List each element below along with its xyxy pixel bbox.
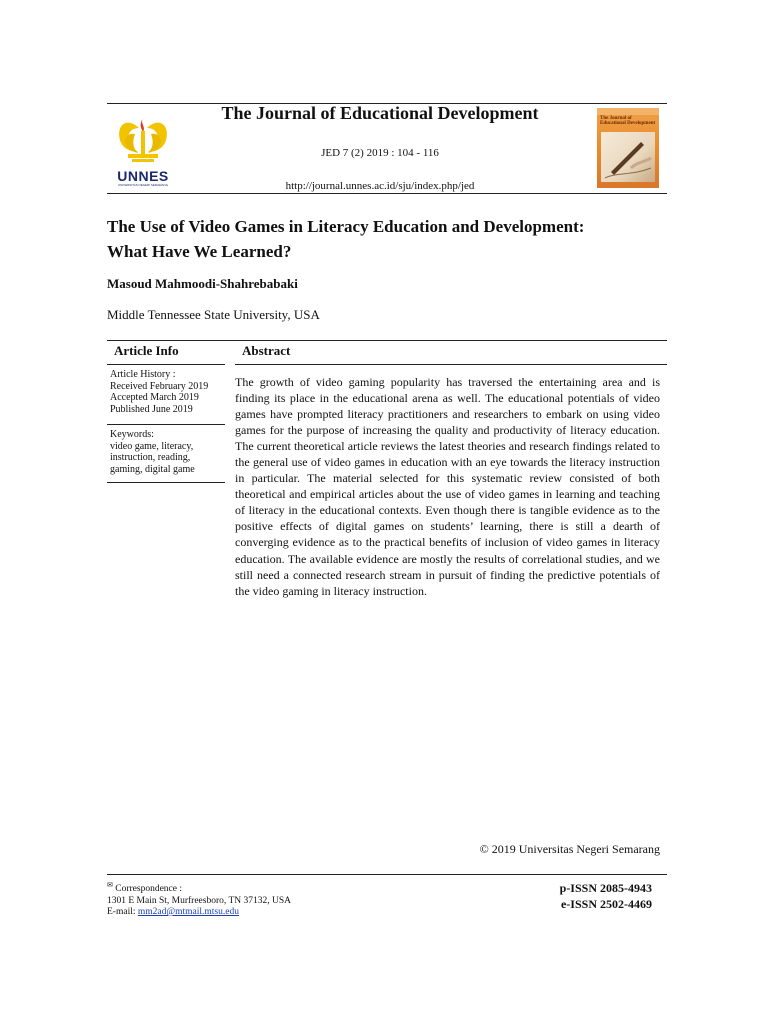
- email-link[interactable]: mm2ad@mtmail.mtsu.edu: [137, 907, 239, 918]
- info-head-rule: [107, 364, 225, 365]
- journal-cover-image: [597, 108, 659, 188]
- article-title-line-1: The Use of Video Games in Literacy Education and Development:: [107, 217, 585, 236]
- keywords-line-2: instruction, reading,: [110, 452, 191, 463]
- author-affiliation: Middle Tennessee State University, USA: [107, 307, 320, 322]
- correspondence-mark: ✉: [107, 881, 113, 889]
- copyright-notice: © 2019 Universitas Negeri Semarang: [479, 842, 660, 856]
- article-info-heading: Article Info: [114, 343, 179, 358]
- cover-title-graphic: The Journal of Educational Development: [600, 116, 656, 126]
- author-name: Masoud Mahmoodi-Shahrebabaki: [107, 276, 298, 291]
- keywords-block: [110, 429, 195, 475]
- article-title-line-2: What Have We Learned?: [107, 242, 292, 261]
- journal-issue: JED 7 (2) 2019 : 104 - 116: [321, 147, 439, 159]
- keywords-label: Keywords:: [110, 429, 154, 440]
- article-history: [110, 369, 208, 415]
- keywords-line-3: gaming, digital game: [110, 463, 195, 475]
- issn-block: [480, 880, 652, 912]
- accepted-date: Accepted March 2019: [110, 392, 199, 403]
- history-label: Article History :: [110, 369, 176, 380]
- correspondence-address: 1301 E Main St, Murfreesboro, TN 37132, USA: [107, 895, 292, 906]
- info-top-rule: [107, 340, 667, 341]
- keywords-line-1: video game, literacy,: [110, 440, 194, 452]
- footer-rule: [107, 874, 667, 875]
- cover-photo: [601, 132, 655, 182]
- logo-wordmark: UNNES: [117, 168, 169, 184]
- pen-writing-icon: [601, 132, 655, 182]
- abstract-text: The growth of video gaming popularity has traversed the entertaining area and is finding its place in the educational arena as well. The educational potentials of video games have prompted literacy practitioners and researchers to embark on using video games for the purpose of increasing the quality and productivity of literacy education. The current theoretical article reviews the latest theories and research findings related to the general use of video games in education with an eye towards the literacy instruction in particular. The material selected for this systematic review consisted of both theoretical and empirical articles about the use of video games in learning and teaching of literacy in the educational contexts. Even though there is tangible evidence as to the positive effects of digital games on students’ learning, there is still a dearth of converging evidence as to the practical benefits of inclusion of video games in literacy education. The available evidence are mostly the results of correlational studies, and we still need a connected research stream in pursuit of finding the predictive potentials of the video gaming in literacy instruction.: [235, 375, 660, 598]
- correspondence-block: [107, 880, 291, 919]
- journal-title: The Journal of Educational Development: [221, 103, 539, 123]
- journal-url[interactable]: http://journal.unnes.ac.id/sju/index.php/jed: [285, 180, 475, 192]
- keywords-divider: [107, 482, 225, 483]
- logo-tagline: UNIVERSITAS NEGERI SEMARANG: [117, 183, 169, 187]
- published-date: Published June 2019: [110, 403, 193, 415]
- history-divider: [107, 424, 225, 425]
- received-date: Received February 2019: [110, 380, 209, 392]
- cover-band: [597, 108, 659, 115]
- correspondence-label: Correspondence :: [115, 884, 182, 895]
- abstract-head-rule: [235, 364, 667, 365]
- university-logo: [112, 112, 174, 190]
- e-issn: e-ISSN 2502-4469: [560, 897, 652, 911]
- email-label: E-mail:: [107, 907, 138, 918]
- article-title: [107, 214, 667, 264]
- p-issn: p-ISSN 2085-4943: [559, 881, 652, 895]
- header-bottom-rule: [107, 193, 667, 194]
- unnes-emblem-icon: [112, 112, 174, 168]
- abstract-heading: Abstract: [242, 343, 291, 358]
